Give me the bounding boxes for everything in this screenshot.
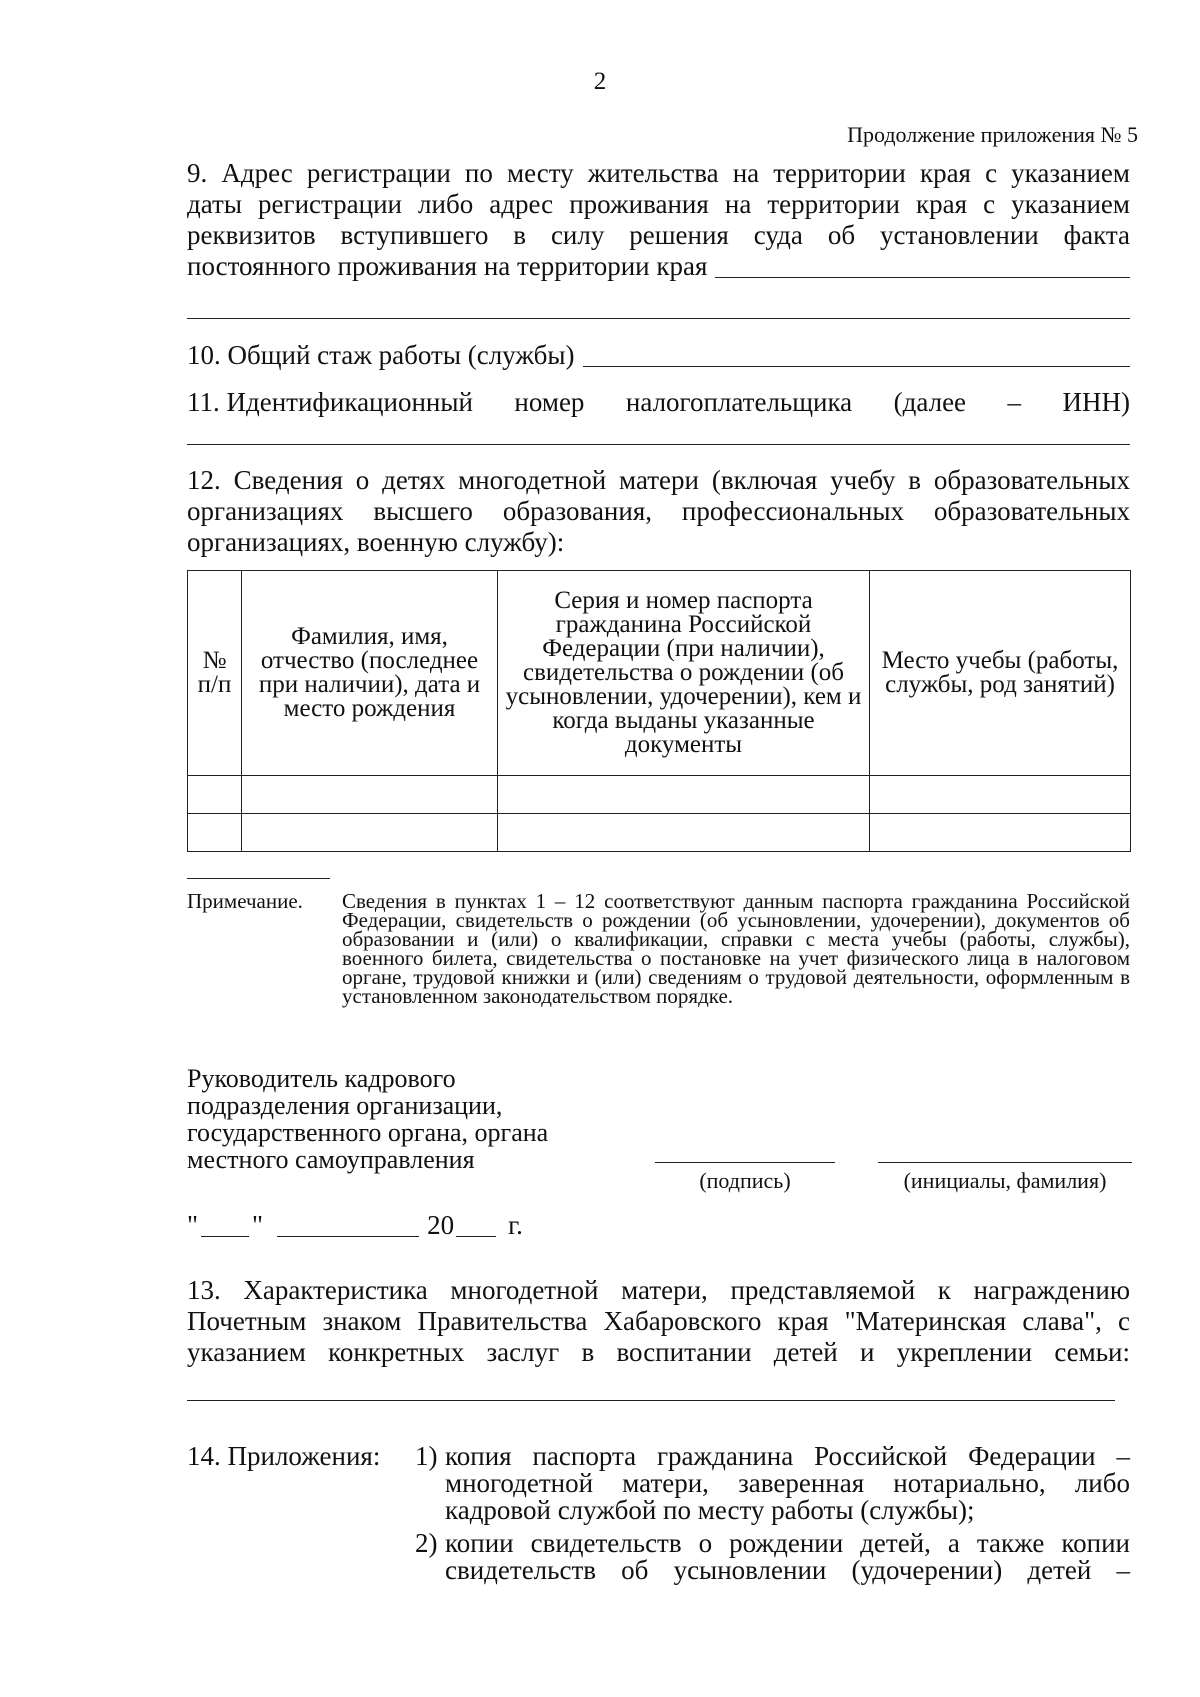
attachment-item	[415, 1443, 1130, 1524]
attachment-item	[415, 1530, 1130, 1584]
item-13-line: Почетным знаком Правительства Хабаровского края "Материнская слава", с	[187, 1306, 1130, 1336]
date-quote-close: "	[252, 1210, 264, 1240]
attachment-line: копии свидетельств о рождении детей, а также копии	[445, 1528, 1130, 1558]
table-cell[interactable]	[188, 814, 242, 852]
item-13-line: 13. Характеристика многодетной матери, представляемой к награждению	[187, 1275, 1130, 1305]
table-row	[188, 776, 1131, 814]
table-cell[interactable]	[498, 776, 870, 814]
name-line[interactable]	[878, 1162, 1132, 1163]
table-cell[interactable]	[242, 776, 498, 814]
date-line	[187, 1210, 523, 1241]
item-9-line: реквизитов вступившего в силу решения суда об установлении факта	[187, 220, 1130, 250]
item-9-line: постоянного проживания на территории края	[187, 251, 708, 281]
table-cell[interactable]	[498, 814, 870, 852]
attachment-number: 2)	[415, 1528, 438, 1558]
item-12-line: организациях высшего образования, профессиональных образовательных	[187, 496, 1130, 526]
inn-fill-line[interactable]	[187, 444, 1130, 445]
item-11-word: налогоплательщика	[625, 387, 853, 417]
name-caption: (инициалы, фамилия)	[903, 1168, 1107, 1193]
day-fill-line[interactable]	[201, 1236, 249, 1237]
item-13-line: указанием конкретных заслуг в воспитании детей и укреплении семьи:	[187, 1337, 1130, 1367]
month-fill-line[interactable]	[277, 1236, 419, 1237]
item-9-line: 9. Адрес регистрации по месту жительства на территории края с указанием	[187, 158, 1130, 188]
item-14-list	[415, 1443, 1130, 1584]
date-quote-open: "	[187, 1210, 199, 1240]
note-text: Сведения в пунктах 1 – 12 соответствуют данным паспорта гражданина Российской Федерации, свидетельств о рождении (об усыновлении, удочерении), документов об образовании и (или) о квалификации, справки с места учебы (работы, службы), военного билета, свидетельства о постановке на учет физического лица в налоговом органе, трудовой книжки и (или) сведениям о трудовой деятельности, оформленным в установленном законодательством порядке.	[342, 889, 1130, 1008]
signature-caption: (подпись)	[699, 1168, 791, 1193]
item-11-word: (далее	[893, 387, 967, 417]
item-12-line: организациях, военную службу):	[187, 527, 565, 557]
characteristic-fill-line[interactable]	[187, 1400, 1115, 1401]
year-suffix: г.	[508, 1210, 523, 1240]
continuation-header: Продолжение приложения № 5	[847, 122, 1138, 147]
attachment-line: многодетной матери, заверенная нотариально, либо	[445, 1468, 1130, 1498]
children-table	[187, 570, 1131, 852]
attachment-number: 1)	[415, 1441, 438, 1471]
signatory-block	[187, 1065, 548, 1173]
table-header-documents: Серия и номер паспорта гражданина Российской Федерации (при наличии), свидетельства о рождении (об усыновлении, удочерении), кем и когда выданы указанные документы	[498, 571, 870, 776]
note-label: Примечание.	[187, 889, 303, 913]
table-header-occupation: Место учебы (работы, службы, род занятий)	[870, 571, 1131, 776]
work-experience-fill-line[interactable]	[583, 366, 1131, 367]
year-prefix: 20	[427, 1210, 455, 1240]
table-cell[interactable]	[242, 814, 498, 852]
item-11-word: 11. Идентификационный	[187, 387, 473, 417]
signatory-line: подразделения организации,	[187, 1091, 503, 1120]
table-header-row	[188, 571, 1131, 776]
table-header-name: Фамилия, имя, отчество (последнее при наличии), дата и место рождения	[242, 571, 498, 776]
table-cell[interactable]	[188, 776, 242, 814]
attachment-line: кадровой службой по месту работы (службы);	[445, 1495, 975, 1525]
year-fill-line[interactable]	[456, 1236, 496, 1237]
signature-line[interactable]	[655, 1162, 835, 1163]
table-header-number: № п/п	[188, 571, 242, 776]
item-12-line: 12. Сведения о детях многодетной матери (включая учебу в образовательных	[187, 465, 1130, 495]
attachment-line: копия паспорта гражданина Российской Федерации –	[445, 1441, 1130, 1471]
address-fill-line[interactable]	[715, 277, 1130, 278]
signatory-line: местного самоуправления	[187, 1145, 475, 1174]
item-11	[187, 387, 1130, 418]
attachment-line: свидетельств об усыновлении (удочерении) детей –	[445, 1555, 1130, 1585]
item-11-word: –	[1007, 387, 1022, 417]
item-9-line: даты регистрации либо адрес проживания на территории края с указанием	[187, 189, 1130, 219]
item-9	[187, 158, 1130, 282]
address-fill-line-2[interactable]	[187, 318, 1130, 319]
item-11-word: номер	[514, 387, 585, 417]
signatory-line: государственного органа, органа	[187, 1118, 549, 1147]
table-cell[interactable]	[870, 776, 1131, 814]
item-10	[187, 340, 1130, 371]
page-number: 2	[593, 68, 607, 95]
item-13	[187, 1275, 1130, 1368]
item-12	[187, 465, 1130, 558]
table-cell[interactable]	[870, 814, 1131, 852]
item-14-label: 14. Приложения:	[187, 1441, 381, 1471]
table-row	[188, 814, 1131, 852]
item-10-label: 10. Общий стаж работы (службы)	[187, 340, 575, 370]
note-separator	[187, 878, 330, 879]
signatory-line: Руководитель кадрового	[187, 1064, 456, 1093]
item-11-word: ИНН)	[1062, 387, 1130, 417]
